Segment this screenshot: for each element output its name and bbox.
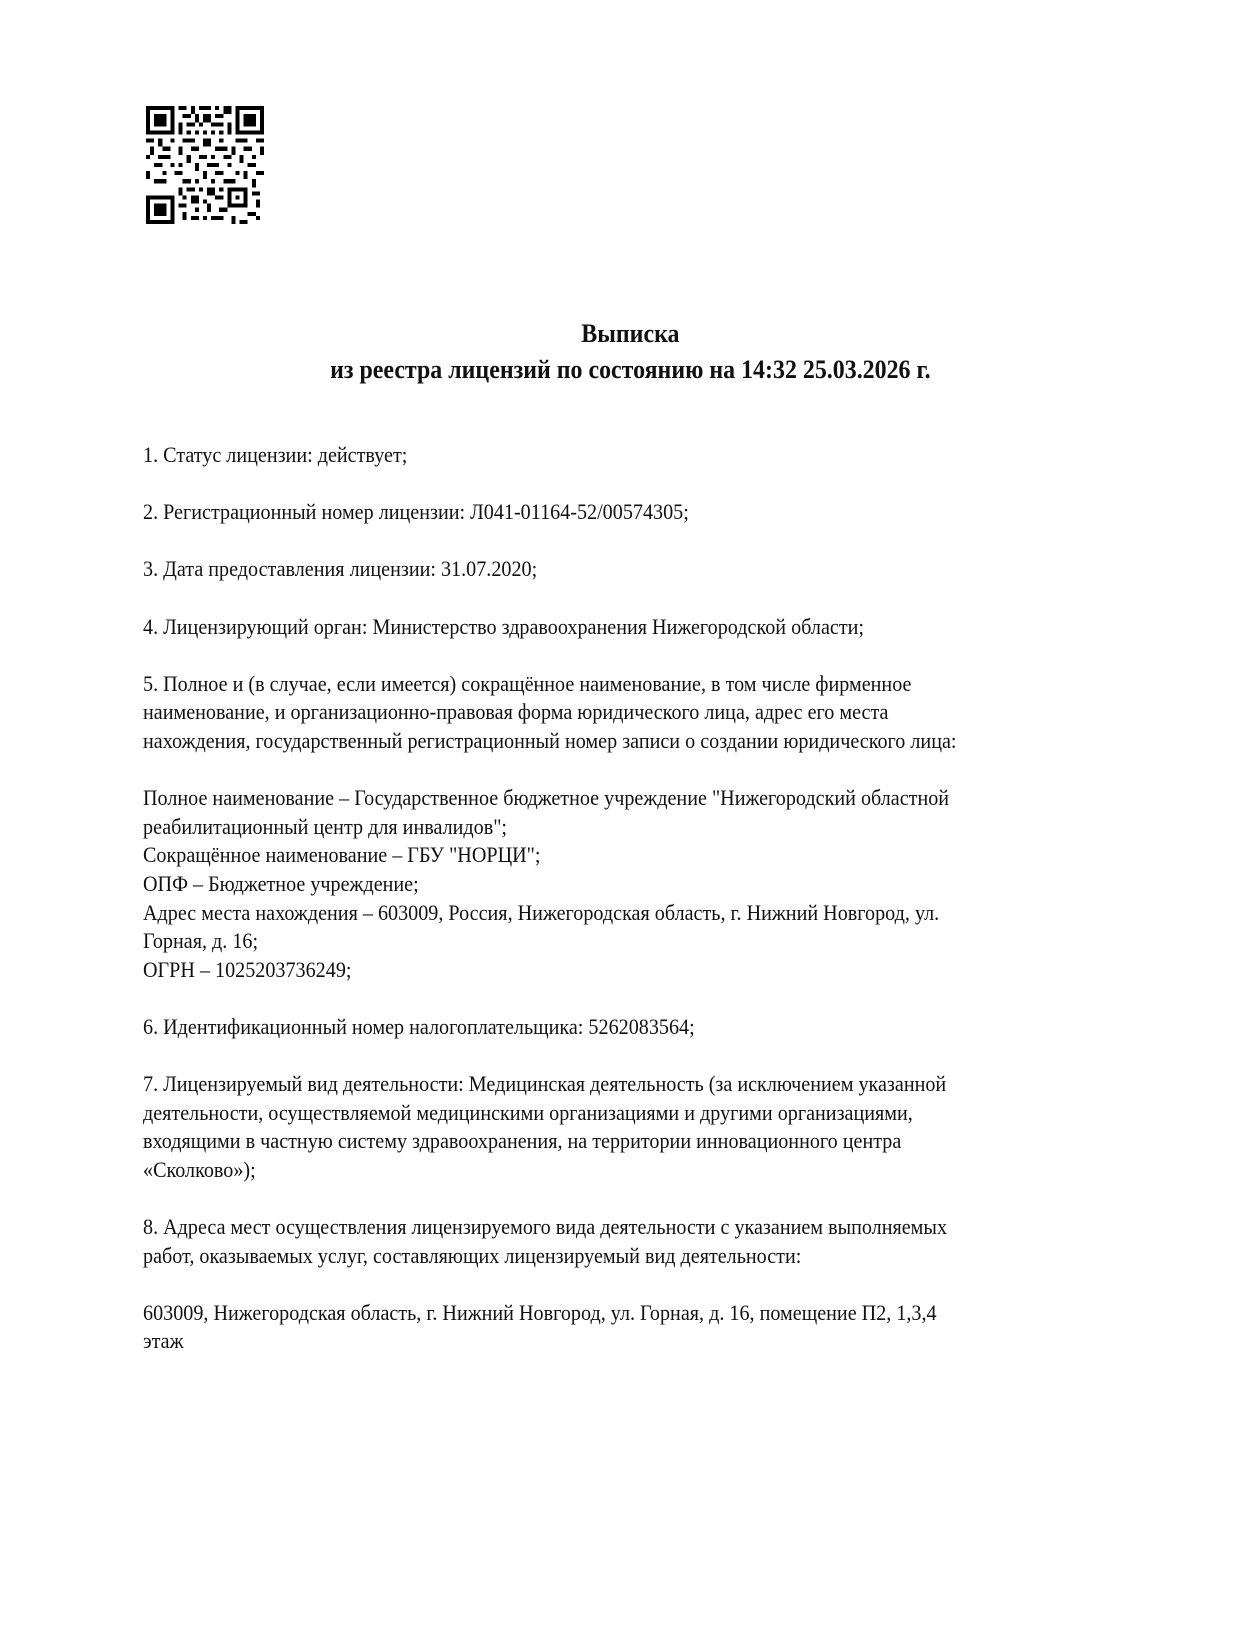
item-5-line: нахождения, государственный регистрационный номер записи о создании юридического лица: [143,727,957,753]
activity-address-line: этаж [143,1328,184,1354]
activity-address-line: 603009, Нижегородская область, г. Нижний Новгород, ул. Горная, д. 16, помещение П2, 1,3,4 [143,1299,937,1325]
address-line: Горная, д. 16; [143,928,259,954]
full-name-line: реабилитационный центр для инвалидов"; [143,813,508,839]
ogrn-line: ОГРН – 1025203736249; [143,956,352,982]
item-activity-addresses [143,1213,1223,1356]
address-line: Адрес места нахождения – 603009, Россия, Нижегородская область, г. Нижний Новгород, ул. [143,899,940,925]
item-activity-type [143,1070,1223,1184]
item-registration-number: 2. Регистрационный номер лицензии: Л041-01164-52/00574305; [143,499,689,525]
item-5-line: наименование, и организационно-правовая форма юридического лица, адрес его места [143,699,889,725]
item-7-line: деятельности, осуществляемой медицинскими организациями и другими организациями, [143,1099,913,1125]
item-7-line: «Сколково»); [143,1156,256,1182]
qr-code-icon [146,106,264,224]
item-8-line: 8. Адреса мест осуществления лицензируемого вида деятельности с указанием выполняемых [143,1214,948,1240]
item-8-line: работ, оказываемых услуг, составляющих лицензируемый вид деятельности: [143,1242,802,1268]
item-licensing-authority: 4. Лицензирующий орган: Министерство здравоохранения Нижегородской области; [143,613,864,639]
document-body [143,441,1223,1356]
item-inn: 6. Идентификационный номер налогоплательщика: 5262083564; [143,1013,695,1039]
item-issue-date: 3. Дата предоставления лицензии: 31.07.2020; [143,556,538,582]
item-license-status: 1. Статус лицензии: действует; [143,442,408,467]
item-5-line: 5. Полное и (в случае, если имеется) сокращённое наименование, в том числе фирменное [143,670,912,696]
item-legal-entity [143,670,1223,985]
item-7-line: 7. Лицензируемый вид деятельности: Медицинская деятельность (за исключением указанной [143,1071,947,1097]
full-name-line: Полное наименование – Государственное бюджетное учреждение "Нижегородский областной [143,785,950,811]
opf-line: ОПФ – Бюджетное учреждение; [143,870,419,896]
document-subtitle: из реестра лицензий по состоянию на 14:32 25.03.2026 г. [329,355,931,384]
item-7-line: входящими в частную систему здравоохранения, на территории инновационного центра [143,1128,902,1154]
short-name-line: Сокращённое наименование – ГБУ "НОРЦИ"; [143,842,541,868]
document-title: Выписка [580,319,680,348]
